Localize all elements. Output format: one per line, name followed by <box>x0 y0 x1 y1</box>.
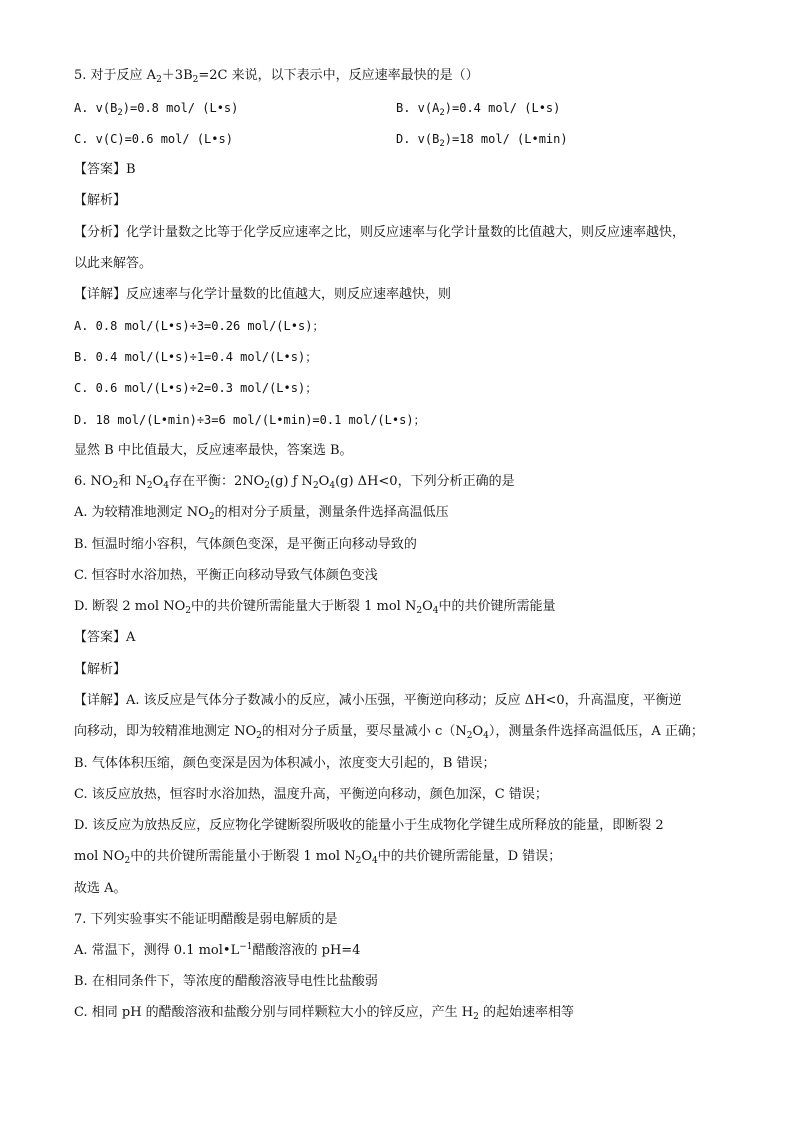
q5-analysis-heading: 【解析】 <box>74 193 127 208</box>
q6-detail-line1: 【详解】A. 该反应是气体分子数减小的反应，减小压强，平衡逆向移动；反应 ΔH<0，升高温度，平衡逆 <box>74 693 682 708</box>
q5-answer: 【答案】B <box>74 162 136 177</box>
q5-conclusion: 显然 B 中比值最大，反应速率最快，答案选 B。 <box>74 443 353 458</box>
q7-option-a: A. 常温下，测得 0.1 $mol•L^{-1}$醋酸溶液的 pH=4 <box>74 942 361 958</box>
q5-fenxi-line1: 【分析】化学计量数之比等于化学反应速率之比，则反应速率与化学计量数的比值越大，则反应速率越快， <box>74 225 686 240</box>
q5-calc-a: A. 0.8 mol/(L•s)÷3=0.26 mol/(L•s)； <box>74 319 325 333</box>
q5-calc-d: D. 18 mol/(L•min)÷3=6 mol/(L•min)=0.1 mol/(L•s)； <box>74 413 426 427</box>
q6-conclusion: 故选 A。 <box>74 881 127 896</box>
q5-option-b: B. $v(A_2)=0.4$ mol/ (L•s) <box>396 101 561 118</box>
q6-detail-line5: D. 该反应为放热反应，反应物化学键断裂所吸收的能量小于生成物化学键生成所释放的能量，即断裂 2 <box>74 818 664 833</box>
q5-option-a: A. $v(B_2)=0.8$ mol/ (L•s) <box>74 101 239 118</box>
q6-detail-line2: 向移动，即为较精准地测定 $NO_2$的相对分子质量，要尽量减小 $c(N_2O_4)$，测量条件选择高温低压，A 正确； <box>74 724 704 741</box>
q6-answer: 【答案】A <box>74 630 136 645</box>
q5-stem: 5. 对于反应 $A_2+3B_2=2C$ 来说，以下表示中，反应速率最快的是（） <box>74 68 479 85</box>
q5-option-d: D. $v(B_2)=18$ mol/ (L•min) <box>396 132 568 149</box>
q6-option-b: B. 恒温时缩小容积，气体颜色变深，是平衡正向移动导致的 <box>74 537 417 552</box>
q6-detail-line4: C. 该反应放热，恒容时水浴加热，温度升高，平衡逆向移动，颜色加深，C 错误； <box>74 787 548 802</box>
q7-option-c: C. 相同 pH 的醋酸溶液和盐酸分别与同样颗粒大小的锌反应，产生 $H_2$ 的起始速率相等 <box>74 1005 575 1022</box>
q7-option-b: B. 在相同条件下，等浓度的醋酸溶液导电性比盐酸弱 <box>74 974 378 989</box>
q6-option-d: D. 断裂 2 mol $NO_2$中的共价键所需能量大于断裂 1 mol $N_2O_4$中的共价键所需能量 <box>74 599 556 616</box>
q6-detail-line3: B. 气体体积压缩，颜色变深是因为体积减小，浓度变大引起的，B 错误； <box>74 756 496 771</box>
q5-calc-c: C. 0.6 mol/(L•s)÷2=0.3 mol/(L•s)； <box>74 381 318 395</box>
q5-option-c: C. v(C)=0.6 mol/ (L•s) <box>74 132 233 146</box>
q5-calc-b: B. 0.4 mol/(L•s)÷1=0.4 mol/(L•s)； <box>74 350 318 364</box>
q7-stem: 7. 下列实验事实不能证明醋酸是弱电解质的是 <box>74 912 338 927</box>
q6-stem: 6. $NO_2$和 $N_2O_4$存在平衡：$2NO_2(g)$ ƒ $N_2O_4(g)$ ΔH<0，下列分析正确的是 <box>74 474 515 491</box>
q6-option-a: A. 为较精准地测定 $NO_2$的相对分子质量，测量条件选择高温低压 <box>74 505 449 522</box>
q5-fenxi-line2: 以此来解答。 <box>74 256 153 271</box>
q5-xiangjie: 【详解】反应速率与化学计量数的比值越大，则反应速率越快，则 <box>74 287 452 302</box>
q6-detail-line6: mol $NO_2$中的共价键所需能量小于断裂 1 mol $N_2O_4$中的共价键所需能量，D 错误； <box>74 849 562 866</box>
q6-analysis-heading: 【解析】 <box>74 662 127 677</box>
q6-option-c: C. 恒容时水浴加热，平衡正向移动导致气体颜色变浅 <box>74 568 378 583</box>
